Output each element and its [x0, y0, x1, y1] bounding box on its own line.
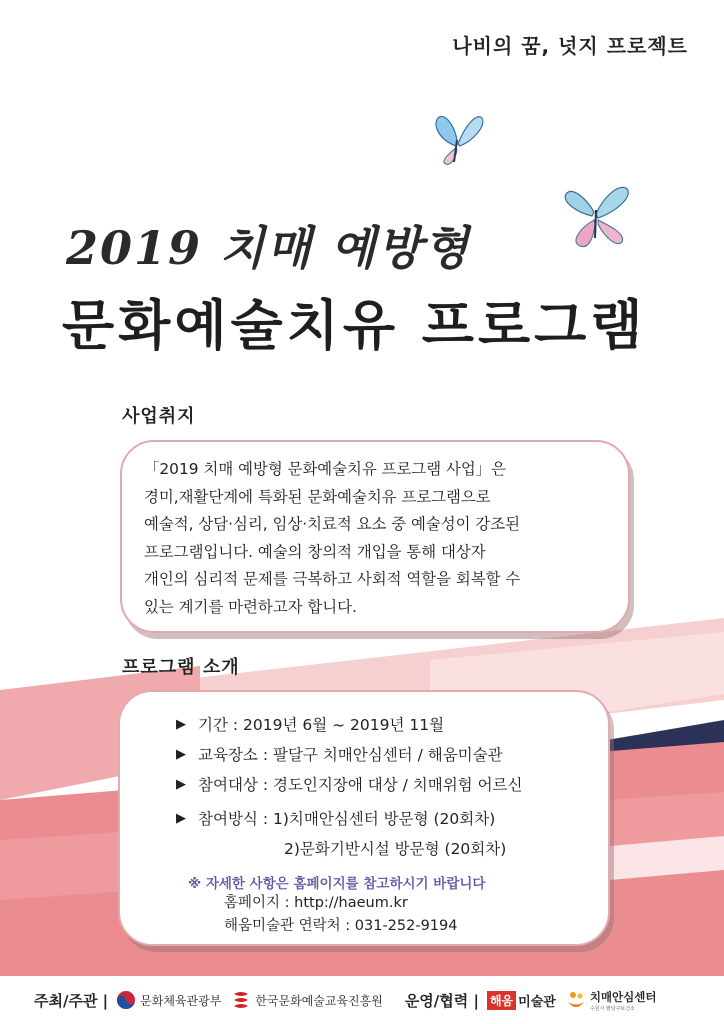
bullet-triangle-icon: ▶: [176, 811, 186, 826]
purpose-box: [120, 440, 630, 633]
bullet-triangle-icon: ▶: [176, 747, 186, 762]
purpose-label: 사업취지: [122, 406, 196, 427]
butterfly-blue-icon: [430, 110, 486, 168]
homepage-text[interactable]: 홈페이지 : http://haeum.kr: [224, 895, 408, 911]
org-haeum: [487, 991, 556, 1010]
org-kaces: [231, 990, 383, 1010]
purpose-line: 예술적, 상담·심리, 임상·치료적 요소 중 예술성이 강조된: [144, 515, 521, 533]
footer: [0, 976, 724, 1024]
info-row-method: [176, 804, 594, 834]
info-text: 기간 : 2019년 6월 ~ 2019년 11월: [198, 716, 445, 734]
notice-text: ※ 자세한 사항은 홈페이지를 참고하시기 바랍니다: [188, 876, 486, 892]
org-name: 문화체육관광부: [140, 993, 222, 1008]
bullet-triangle-icon: ▶: [176, 777, 186, 792]
org-name: 한국문화예술교육진흥원: [255, 993, 383, 1008]
contact-text: 해움미술관 연락처 : 031-252-9194: [224, 918, 458, 934]
purpose-line: 개인의 심리적 문제를 극복하고 사회적 역할을 회복할 수: [144, 570, 521, 588]
center-sub: 수원시 팔달구보건소: [589, 1005, 635, 1012]
purpose-line: 「2019 치매 예방형 문화예술치유 프로그램 사업」은: [144, 460, 507, 478]
project-tag: 나비의 꿈, 넛지 프로젝트: [452, 34, 688, 58]
info-text: 참여방식 : 1)치매안심센터 방문형 (20회차): [198, 810, 496, 828]
kaces-logo-icon: [231, 990, 251, 1010]
taeguk-logo-icon: [116, 990, 136, 1010]
org-dementia-center: [566, 989, 657, 1012]
info-row-method-2: [176, 834, 594, 864]
info-row-period: [176, 710, 594, 740]
bullet-triangle-icon: ▶: [176, 717, 186, 732]
info-text: 참여대상 : 경도인지장애 대상 / 치매위험 어르신: [198, 776, 523, 794]
program-label: 프로그램 소개: [122, 657, 240, 678]
purpose-line: 있는 계기를 마련하고자 합니다.: [144, 597, 357, 616]
info-row-venue: [176, 740, 594, 770]
purpose-line: 경미,재활단계에 특화된 문화예술치유 프로그램으로: [144, 487, 491, 506]
haeum-logo-text: 미술관: [518, 994, 556, 1010]
center-name: 치매안심센터: [589, 989, 657, 1004]
title-line-2: 문화예술치유 프로그램: [62, 294, 647, 357]
info-text: 2)문화기반시설 방문형 (20회차): [284, 840, 507, 858]
operate-label: 운영/협력 |: [404, 991, 479, 1010]
info-text: 교육장소 : 팔달구 치매안심센터 / 해움미술관: [198, 746, 503, 764]
butterfly-pink-blue-icon: [560, 182, 636, 254]
title-line-1: 2019 치매 예방형: [66, 221, 471, 275]
center-logo-icon: [566, 990, 586, 1010]
purpose-line: 프로그램입니다. 예술의 창의적 개입을 통해 대상자: [144, 542, 486, 561]
host-label: 주최/주관 |: [34, 991, 109, 1010]
program-info-box: [118, 690, 610, 946]
org-mcst: [116, 990, 221, 1010]
haeum-logo-mark: 해움: [487, 991, 516, 1010]
info-row-target: [176, 770, 594, 800]
